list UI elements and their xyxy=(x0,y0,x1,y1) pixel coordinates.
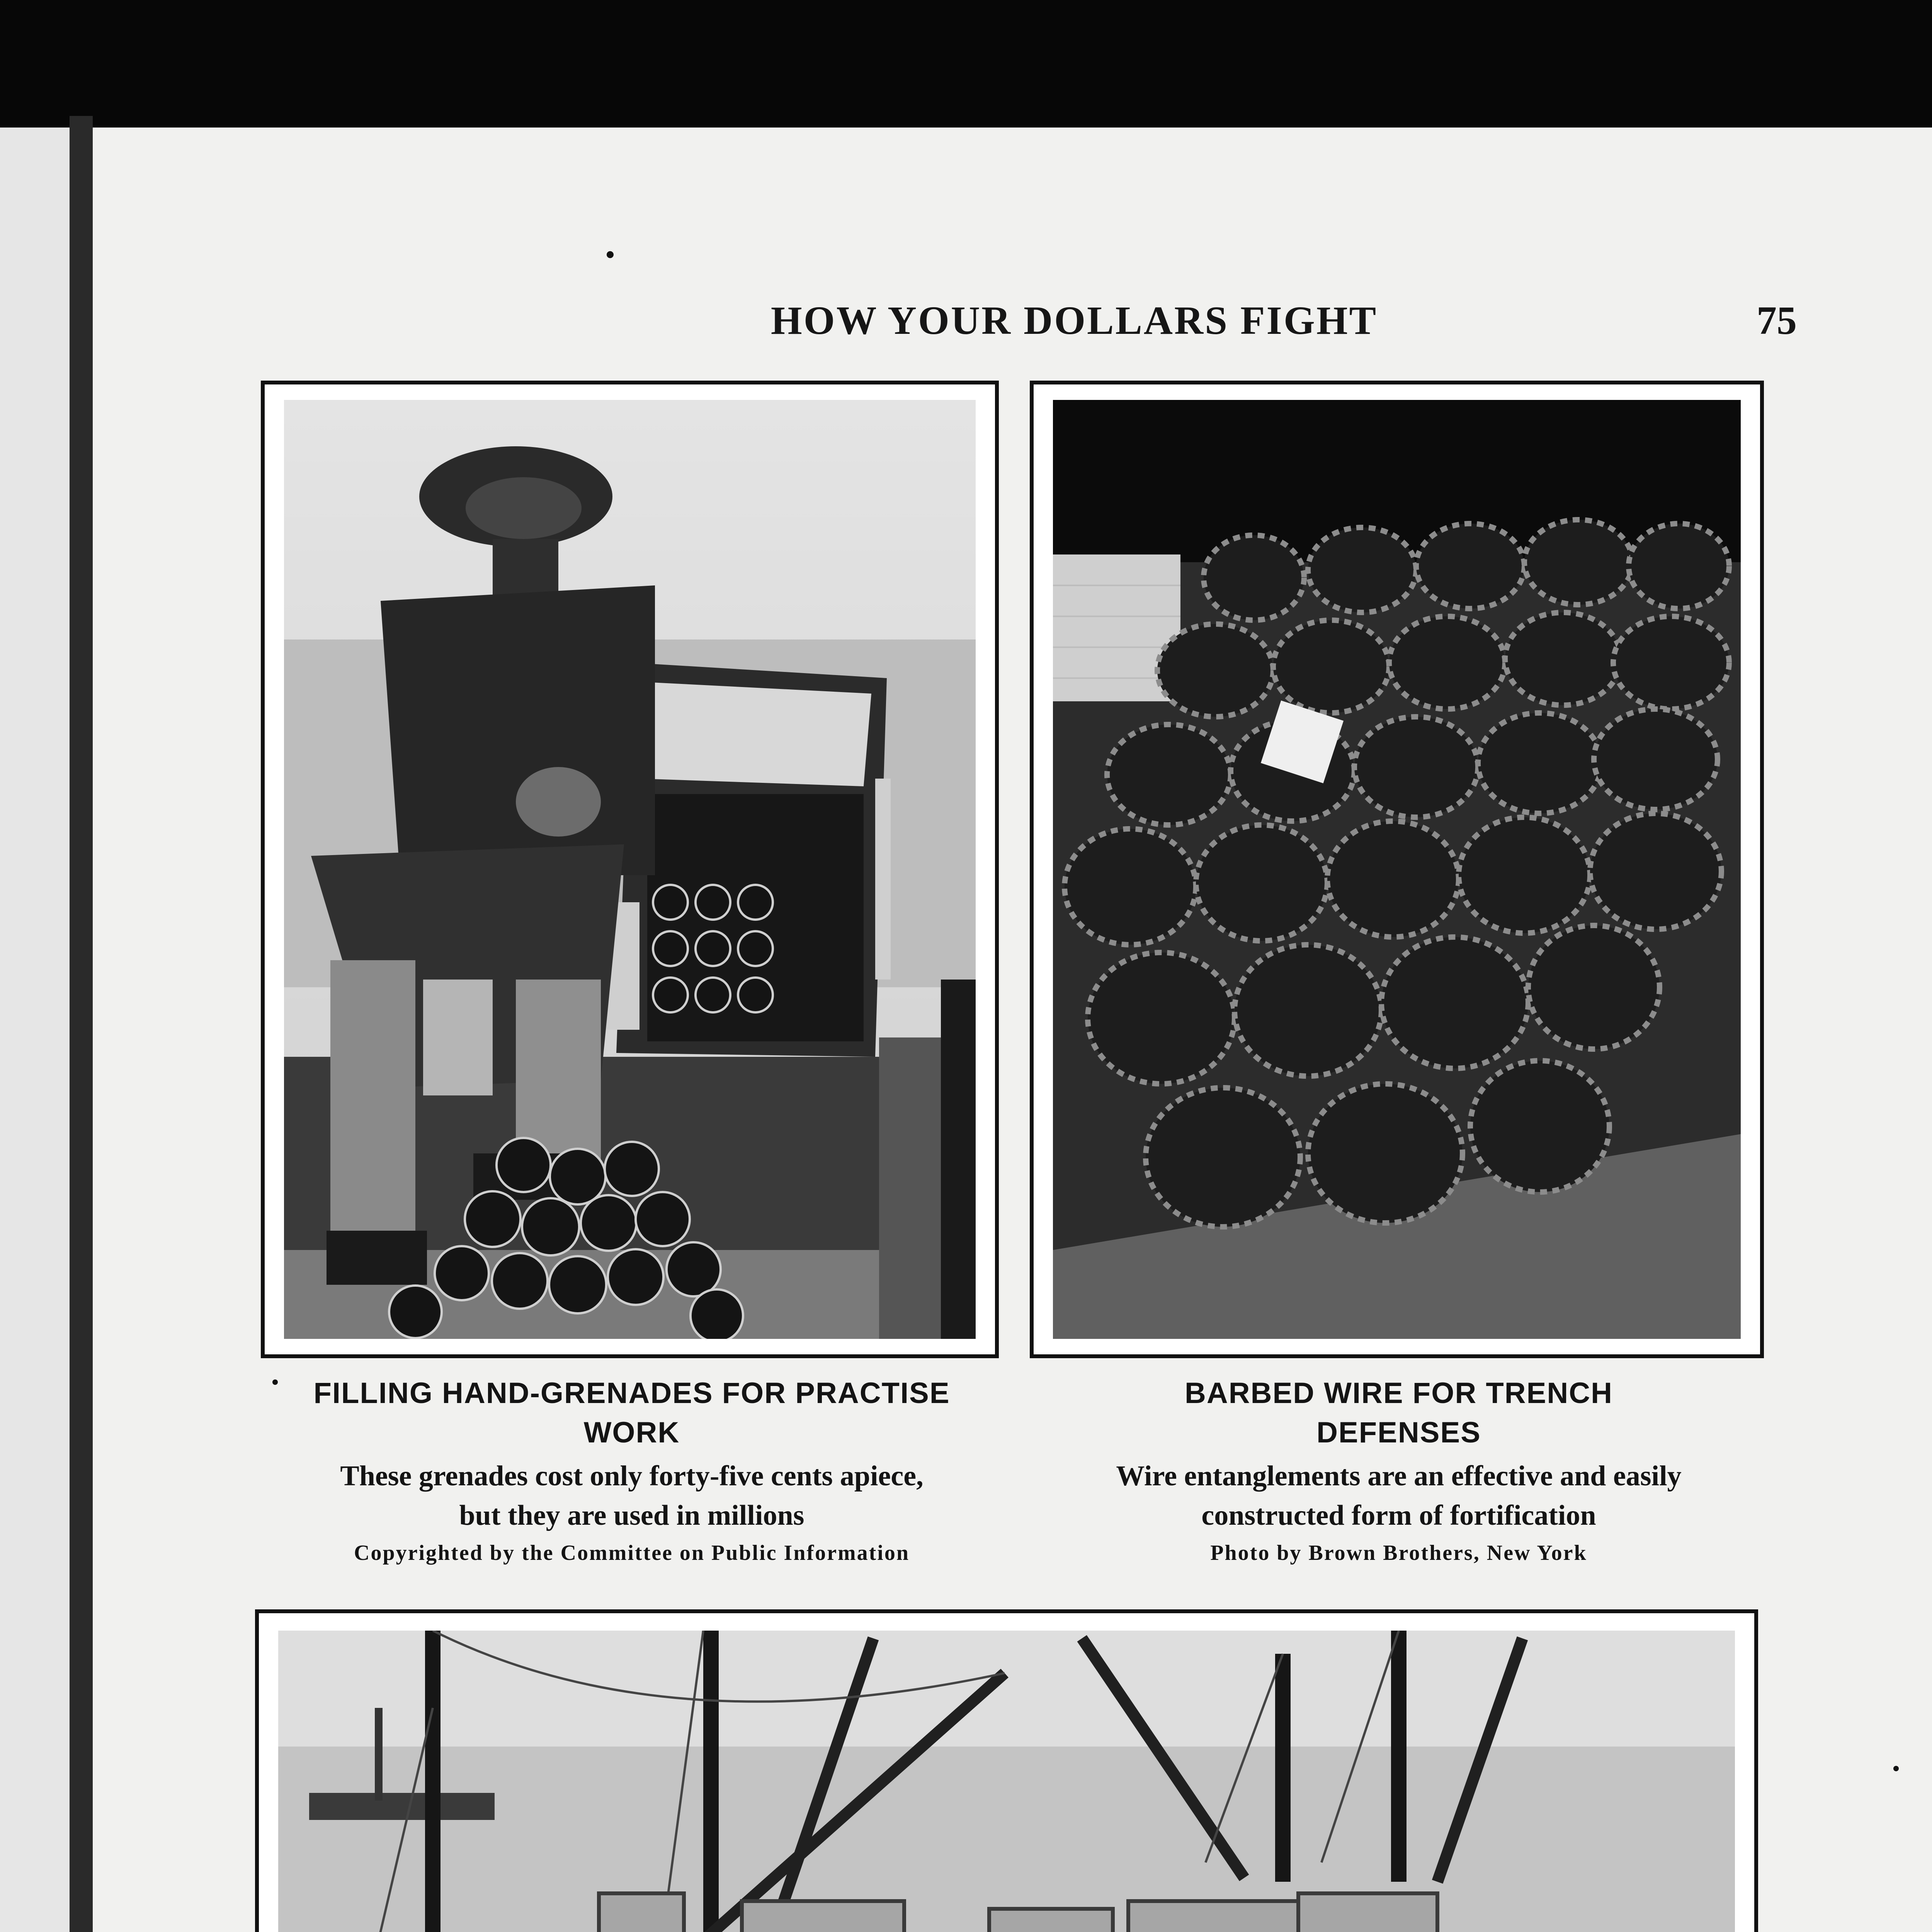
grenades-caption xyxy=(259,1374,1005,1568)
print-speck xyxy=(272,1379,278,1385)
grenades-photo xyxy=(284,400,976,1339)
grenades-caption-title-line-2: WORK xyxy=(583,1416,680,1449)
harbor-photo xyxy=(278,1631,1735,1932)
running-head: HOW YOUR DOLLARS FIGHT xyxy=(770,298,1378,343)
facing-page-edge xyxy=(0,128,70,1932)
barbed-wire-caption-description-line-1: Wire entanglements are an effective and easily xyxy=(1116,1460,1682,1492)
barbed-wire-caption-title-line-1: BARBED WIRE FOR TRENCH xyxy=(1185,1377,1613,1410)
barbed-wire-caption xyxy=(1039,1374,1758,1568)
book-spine xyxy=(70,116,93,1932)
grenades-photo-credit: Copyrighted by the Committee on Public Information xyxy=(354,1541,910,1565)
barbed-wire-caption-title-line-2: DEFENSES xyxy=(1316,1416,1481,1449)
grenades-caption-description-line-2: but they are used in millions xyxy=(459,1500,804,1531)
print-speck xyxy=(1893,1766,1899,1771)
barbed-wire-photo xyxy=(1053,400,1741,1339)
barbed-wire-caption-description-line-2: constructed form of fortification xyxy=(1201,1500,1596,1531)
grenades-caption-description-line-1: These grenades cost only forty-five cents apiece, xyxy=(340,1460,923,1492)
barbed-wire-photo-credit: Photo by Brown Brothers, New York xyxy=(1210,1541,1587,1565)
print-speck xyxy=(607,251,614,258)
grenades-caption-title-line-1: FILLING HAND-GRENADES FOR PRACTISE xyxy=(313,1377,950,1410)
page-number: 75 xyxy=(1757,298,1797,343)
